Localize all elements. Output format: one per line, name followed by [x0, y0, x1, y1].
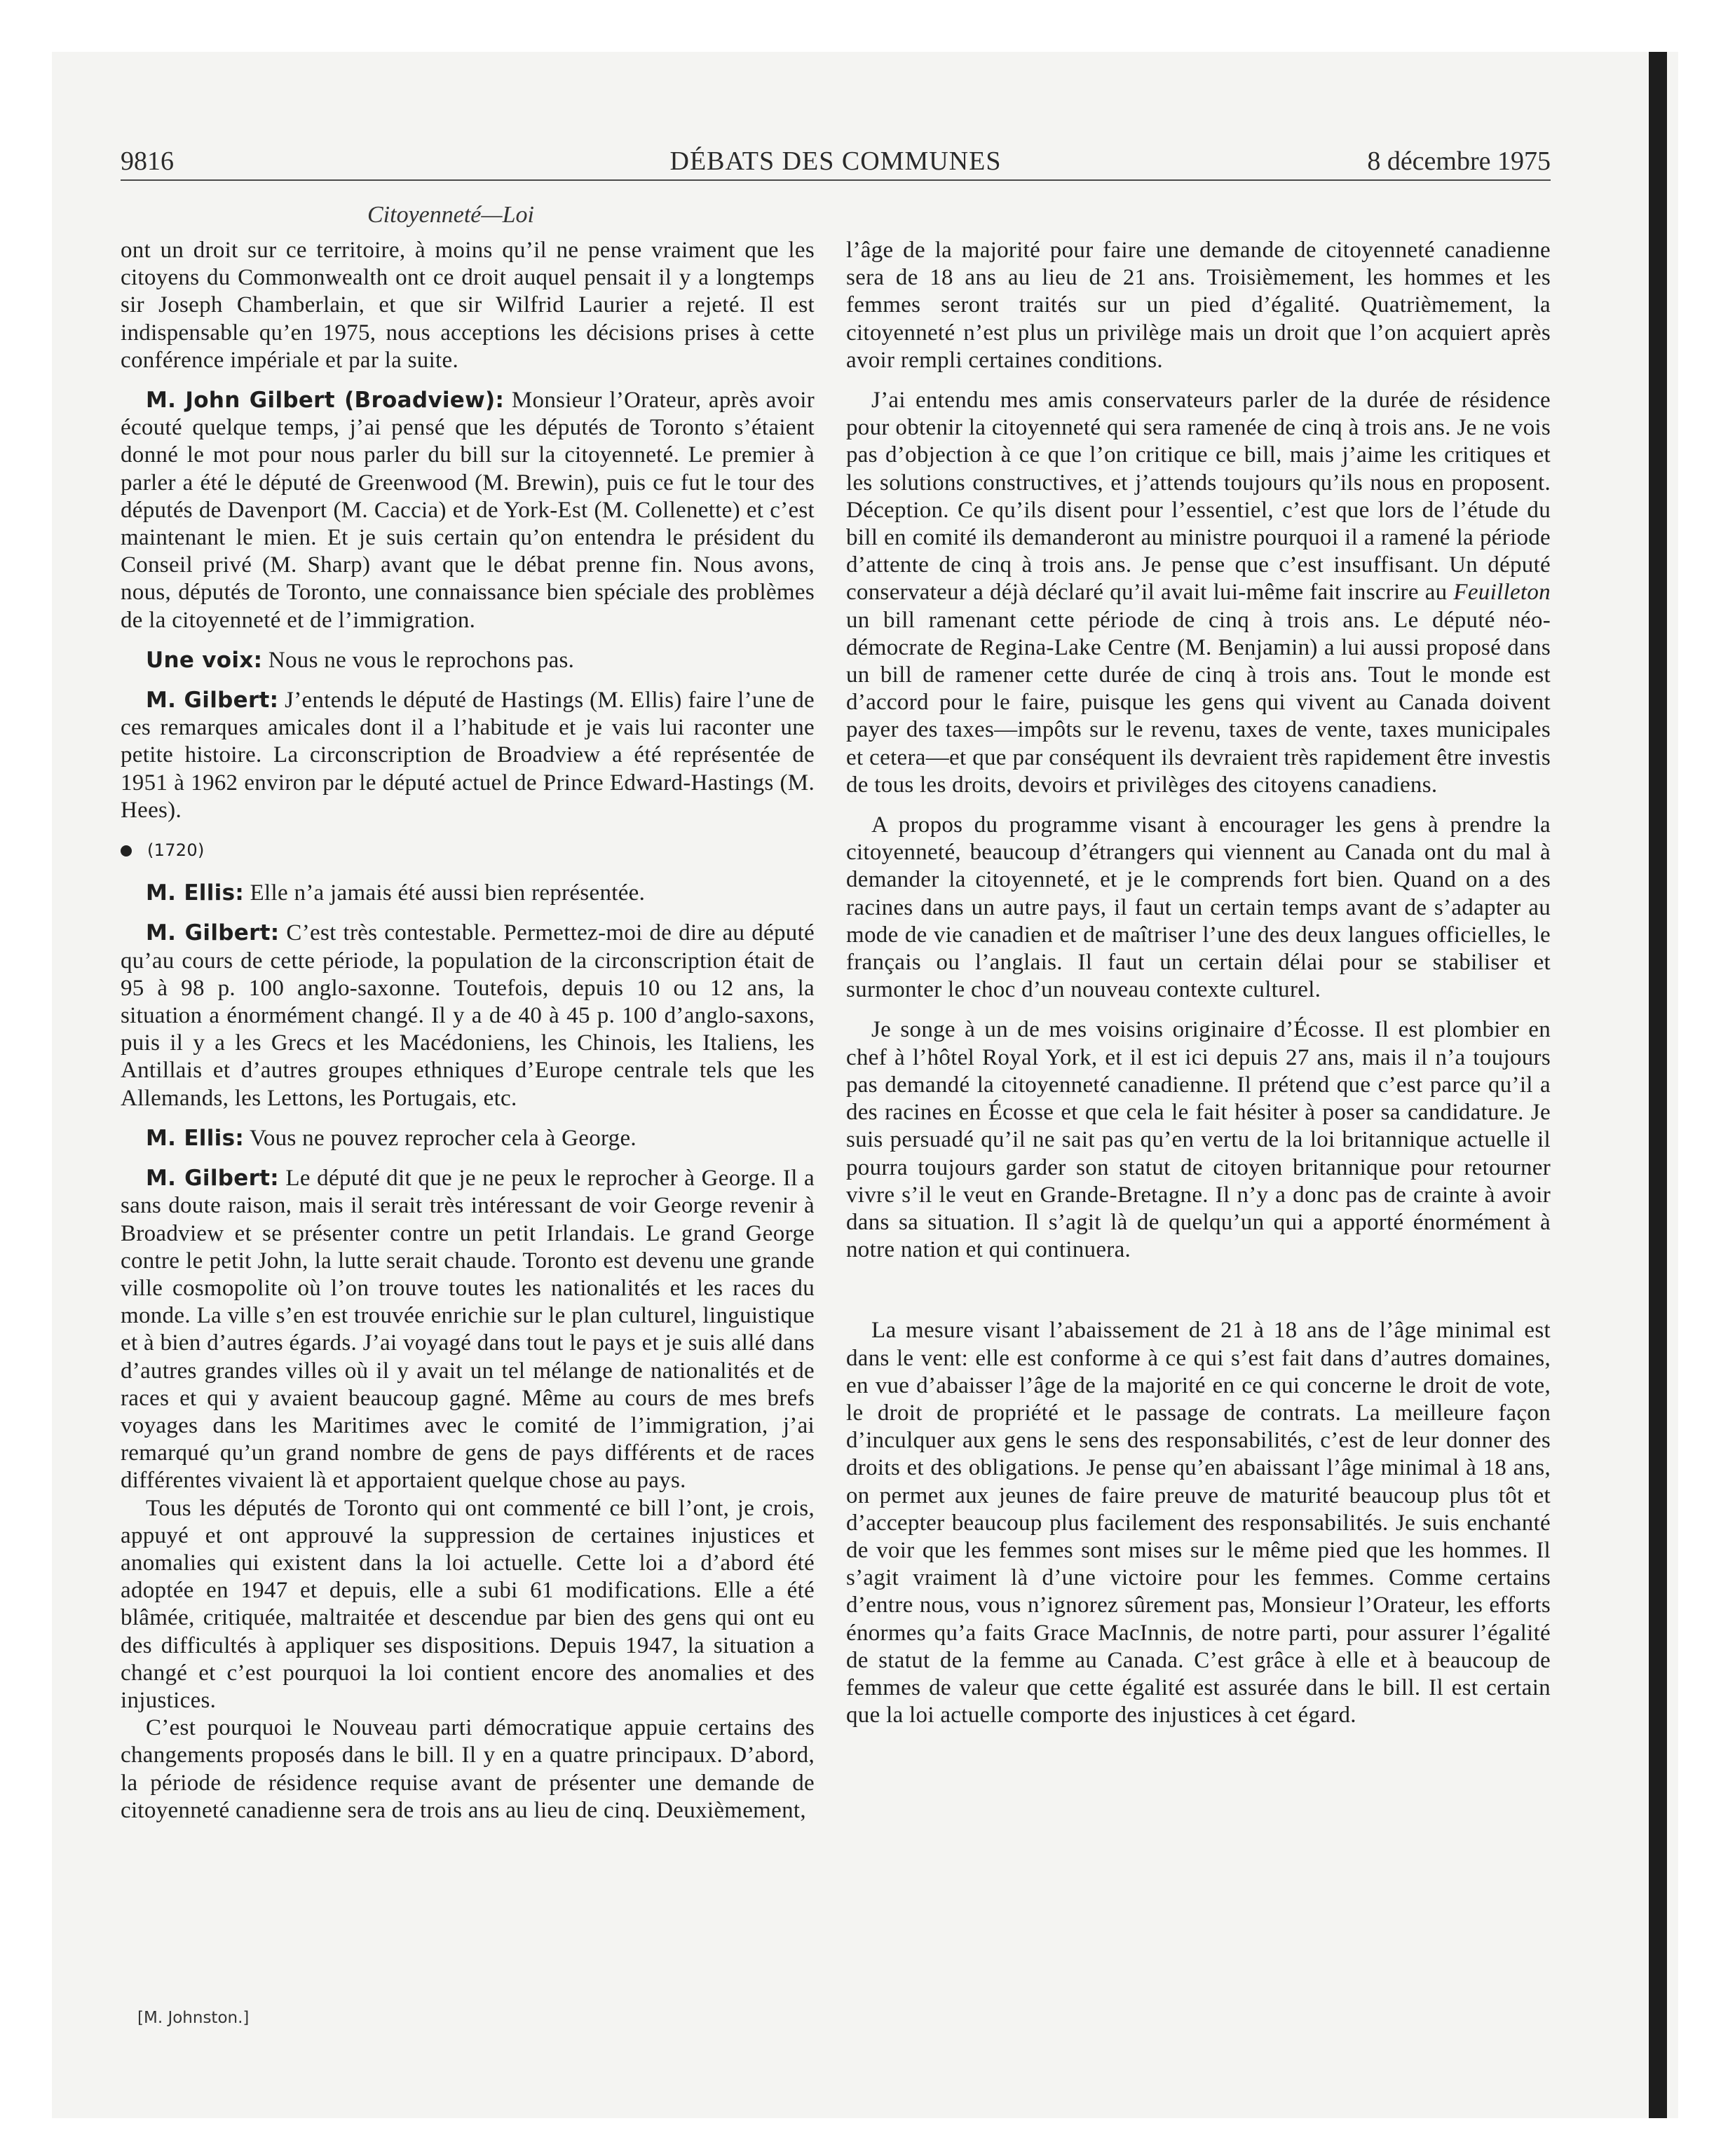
paragraph-text: un bill ramenant cette période de cinq à trois ans. Le député néo-démocrate de Regina-Lake Centre (M. Benjamin) a lui aussi proposé dans un bill de ramener cette durée de cinq à trois ans. Tout le monde est d’accord pour le faire, puisque les gens qui vivent au Canada doivent payer des taxes—impôts sur le revenu, taxes de vente, taxes municipales et cetera—et que par conséquent ils devraient très rapidement être investis de tous les droits, devoirs et privilèges des citoyens canadiens. [846, 607, 1551, 798]
time-stamp: (1720) [147, 840, 205, 861]
speech-text: C’est très contestable. Permettez-moi de dire au député qu’au cours de cette période, la population de la circonscription était de 95 à 98 p. 100 anglo-saxonne. Toutefois, depuis 10 ou 12 ans, la situation a énormément changé. Il y a de 40 à 45 p. 100 d’anglo-saxons, puis il y a les Grecs et les Macédoniens, les Chinois, les Italiens, les Antillais et d’autres groupes ethniques d’Europe centrale tels que les Allemands, les Lettons, les Portugais, etc. [121, 920, 815, 1111]
speech-paragraph [121, 647, 815, 674]
paragraph: ont un droit sur ce territoire, à moins qu’il ne pense vraiment que les citoyens du Commonwealth ont ce droit auquel pensait il y a longtemps sir Joseph Chamberlain, et que sir Wilfrid Laurier a rejeté. Il est indispensable qu’en 1975, nous acceptions les décisions prises à cette conférence impériale et par la suite. [121, 238, 815, 373]
speaker-name: M. Gilbert: [146, 1166, 279, 1192]
running-head: Citoyenneté—Loi [367, 202, 534, 228]
paragraph [846, 387, 1551, 799]
italic-term: Feuilleton [1453, 580, 1551, 606]
header-rule [121, 179, 1551, 181]
paragraph: C’est pourquoi le Nouveau parti démocratique appuie certains des changements proposés dans le bill. Il y en a quatre principaux. D’abord, la période de résidence requise avant de présenter une demande de citoyenneté canadienne sera de trois ans au lieu de cinq. Deuxièmement, [121, 1715, 815, 1823]
speech-text: Nous ne vous le reprochons pas. [262, 647, 575, 673]
paragraph: Je songe à un de mes voisins originaire d’Écosse. Il est plombier en chef à l’hôtel Royal York, et il est ici depuis 27 ans, mais il n’a toujours pas demandé la citoyenneté canadienne. Il prétend que c’est parce qu’il a des racines en Écosse et que cela le fait hésiter à poser sa candidature. Je suis persuadé qu’il ne sait pas qu’en vertu de la loi britannique actuelle il pourra toujours garder son statut de citoyen britannique pour retourner vivre s’il le veut en Grande-Bretagne. Il n’y a donc pas de crainte à avoir dans sa situation. Il s’agit là de quelqu’un qui a apporté énormément à notre nation et qui continuera. [846, 1017, 1551, 1263]
speech-paragraph [121, 1165, 815, 1494]
speaker-name: M. Gilbert: [146, 688, 279, 714]
paragraph: l’âge de la majorité pour faire une demande de citoyenneté canadienne sera de 18 ans au lieu de 21 ans. Troisièmement, les hommes et les femmes seront traités sur un pied d’égalité. Quatrièmement, la citoyenneté n’est plus un privilège mais un droit que l’on acquiert après avoir rempli certaines conditions. [846, 238, 1551, 373]
right-column [846, 237, 1551, 1742]
speaker-name: M. Ellis: [146, 880, 245, 906]
paragraph: Tous les députés de Toronto qui ont commenté ce bill l’ont, je crois, appuyé et ont approuvé la suppression de certaines injustices et anomalies qui existent dans la loi actuelle. Cette loi a d’abord été adoptée en 1947 et depuis, elle a subi 61 modifications. Elle a été blâmée, critiquée, maltraitée et descendue par bien des gens qui ont eu des difficultés à appliquer ses dispositions. Depuis 1947, la situation a changé et c’est pourquoi la loi contient encore des anomalies et des injustices. [121, 1495, 815, 1713]
paragraph-text: J’ai entendu mes amis conservateurs parler de la durée de résidence pour obtenir la citoyenneté qui sera ramenée de cinq à trois ans. Je ne vois pas d’objection à ce que l’on critique ce bill, mais j’aime les critiques et les solutions constructives, et j’attends toujours qu’ils nous en proposent. Déception. Ce qu’ils disent pour l’essentiel, c’est que lors de l’étude du bill en comité ils demanderont au ministre pourquoi il a ramené la période d’attente de cinq à trois ans. Je pense que c’est insuffisant. Un député conservateur a déjà déclaré qu’il avait lui-même fait inscrire au [846, 388, 1551, 606]
page-header [121, 146, 1551, 177]
speaker-footer: [M. Johnston.] [137, 2009, 250, 2027]
speech-text: Monsieur l’Orateur, après avoir écouté quelque temps, j’ai pensé que les députés de Toronto s’étaient donné le mot pour nous parler du bill sur la citoyenneté. Le premier à parler a été le député de Greenwood (M. Brewin), puis ce fut le tour des députés de Davenport (M. Caccia) et de York-Est (M. Collenette) et c’est maintenant le mien. Et je suis certain qu’on entendra le président du Conseil privé (M. Sharp) avant que le débat prenne fin. Nous avons, nous, députés de Toronto, une connaissance bien spéciale des problèmes de la citoyenneté et de l’immigration. [121, 388, 815, 633]
speech-paragraph [121, 1125, 815, 1152]
speaker-name: M. Ellis: [146, 1125, 245, 1151]
page-number: 9816 [121, 146, 174, 176]
page-date: 8 décembre 1975 [1367, 146, 1551, 176]
spacer [846, 1276, 1551, 1317]
speech-text: Elle n’a jamais été aussi bien représentée. [244, 880, 646, 906]
speaker-name: M. John Gilbert (Broadview): [146, 388, 505, 414]
speaker-name: Une voix: [146, 647, 263, 673]
speech-paragraph [121, 687, 815, 824]
publication-title: DÉBATS DES COMMUNES [669, 146, 1002, 176]
paragraph: La mesure visant l’abaissement de 21 à 18 ans de l’âge minimal est dans le vent: elle est conforme à ce qui s’est fait dans d’autres domaines, en vue d’abaisser l’âge de la majorité en ce qui concerne le droit de vote, le droit de propriété et le passage de contrats. La meilleure façon d’inculquer aux gens le sens des responsabilités, c’est de leur donner des droits et des obligations. Je pense qu’en abaissant l’âge minimal à 18 ans, on permet aux jeunes de faire preuve de maturité beaucoup plus tôt et d’accepter beaucoup plus facilement des responsabilités. Je suis enchanté de voir que les femmes sont mises sur le même pied que les hommes. Il s’agit vraiment là d’une victoire pour les femmes. Comme certains d’entre nous, vous n’ignorez sûrement pas, Monsieur l’Orateur, les efforts énormes qu’a faits Grace MacInnis, de notre parti, pour assurer l’égalité de statut de la femme au Canada. C’est grâce à elle et à beaucoup de femmes de valeur que cette égalité est assurée dans le bill. Il est certain que la loi actuelle comporte des injustices à cet égard. [846, 1318, 1551, 1728]
left-column [121, 237, 815, 1824]
speaker-name: M. Gilbert: [146, 920, 280, 946]
time-marker [121, 837, 815, 864]
speech-text: Vous ne pouvez reprocher cela à George. [244, 1125, 637, 1151]
speech-text: Le député dit que je ne peux le reprocher à George. Il a sans doute raison, mais il serait très intéressant de voir George revenir à Broadview et se présenter contre un petit Irlandais. Le grand George contre le petit John, la lutte serait chaude. Toronto est devenu une grande ville cosmopolite où l’on trouve toutes les nationalités et les races du monde. La ville s’en est trouvée enrichie sur le plan culturel, linguistique et à bien d’autres égards. J’ai voyagé dans tout le pays et je suis allé dans d’autres grandes villes où il y avait un tel mélange de nationalités et de races et qui y avaient beaucoup gagné. Même au cours de mes brefs voyages dans les Maritimes avec le comité de l’immigration, j’ai remarqué qu’un grand nombre de gens de pays différents et de races différentes vivaient là et apportaient quelque chose au pays. [121, 1166, 815, 1494]
speech-paragraph [121, 920, 815, 1112]
bullet-icon [121, 845, 132, 857]
speech-paragraph [121, 387, 815, 634]
speech-paragraph [121, 880, 815, 907]
paragraph: A propos du programme visant à encourager les gens à prendre la citoyenneté, beaucoup d’étrangers qui viennent au Canada ont du mal à demander la citoyenneté, et je le comprends fort bien. Quand on a des racines dans un autre pays, il faut un certain temps avant de s’adapter au mode de vie canadien et de maîtriser l’une des deux langues officielles, le français ou l’anglais. Il faut un certain délai pour se stabiliser et surmonter le choc d’un nouveau contexte culturel. [846, 812, 1551, 1003]
binding-edge [1649, 52, 1667, 2118]
speech-text: J’entends le député de Hastings (M. Ellis) faire l’une de ces remarques amicales dont il a l’habitude et je vais lui raconter une petite histoire. La circonscription de Broadview a été représentée de 1951 à 1962 environ par le député actuel de Prince Edward-Hastings (M. Hees). [121, 688, 815, 823]
